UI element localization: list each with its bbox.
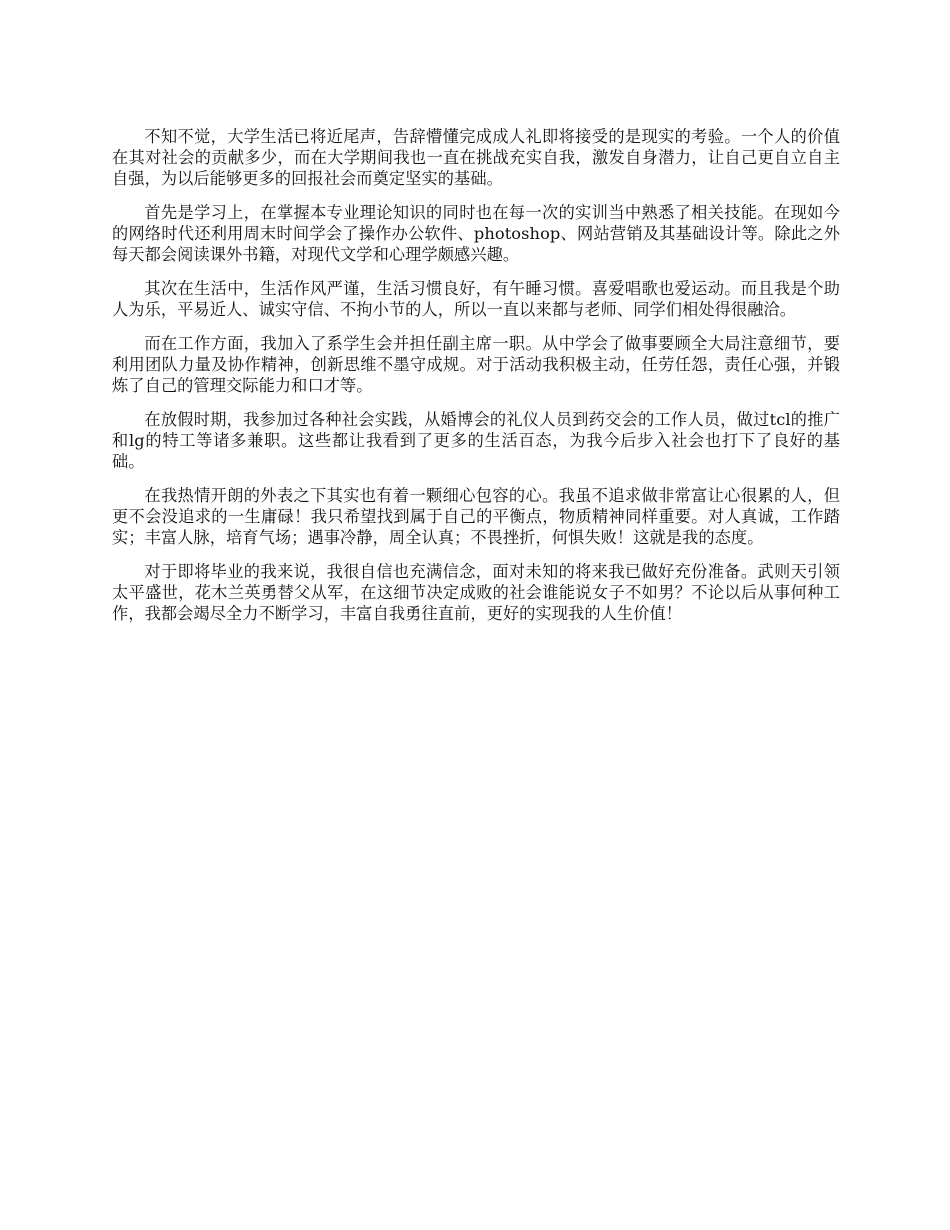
paragraph-life: 其次在生活中，生活作风严谨，生活习惯良好，有午睡习惯。喜爱唱歌也爱运动。而且我是个助人为乐，平易近人、诚实守信、不拘小节的人，所以一直以来都与老师、同学们相处得很融洽。 — [112, 279, 840, 319]
paragraph-practice: 在放假时期，我参加过各种社会实践，从婚博会的礼仪人员到药交会的工作人员，做过tcl的推广和lg的特工等诸多兼职。这些都让我看到了更多的生活百态，为我今后步入社会也打下了良好的基础。 — [112, 410, 840, 471]
document-page — [112, 126, 840, 637]
paragraph-conclusion: 对于即将毕业的我来说，我很自信也充满信念，面对未知的将来我已做好充份准备。武则天引领太平盛世，花木兰英勇替父从军，在这细节决定成败的社会谁能说女子不如男？不论以后从事何种工作，我都会竭尽全力不断学习，丰富自我勇往直前，更好的实现我的人生价值！ — [112, 562, 840, 623]
paragraph-study: 首先是学习上，在掌握本专业理论知识的同时也在每一次的实训当中熟悉了相关技能。在现如今的网络时代还利用周末时间学会了操作办公软件、photoshop、网站营销及其基础设计等。除此之外每天都会阅读课外书籍，对现代文学和心理学颇感兴趣。 — [112, 203, 840, 264]
paragraph-intro: 不知不觉，大学生活已将近尾声，告辞懵懂完成成人礼即将接受的是现实的考验。一个人的价值在其对社会的贡献多少，而在大学期间我也一直在挑战充实自我，激发自身潜力，让自己更自立自主自强，为以后能够更多的回报社会而奠定坚实的基础。 — [112, 127, 840, 188]
paragraph-work: 而在工作方面，我加入了系学生会并担任副主席一职。从中学会了做事要顾全大局注意细节，要利用团队力量及协作精神，创新思维不墨守成规。对于活动我积极主动，任劳任怨，责任心强，并锻炼了自己的管理交际能力和口才等。 — [112, 334, 840, 395]
paragraph-character: 在我热情开朗的外表之下其实也有着一颗细心包容的心。我虽不追求做非常富让心很累的人，但更不会没追求的一生庸碌！我只希望找到属于自己的平衡点，物质精神同样重要。对人真诚，工作踏实；丰富人脉，培育气场；遇事冷静，周全认真；不畏挫折，何惧失败！这就是我的态度。 — [112, 486, 840, 547]
